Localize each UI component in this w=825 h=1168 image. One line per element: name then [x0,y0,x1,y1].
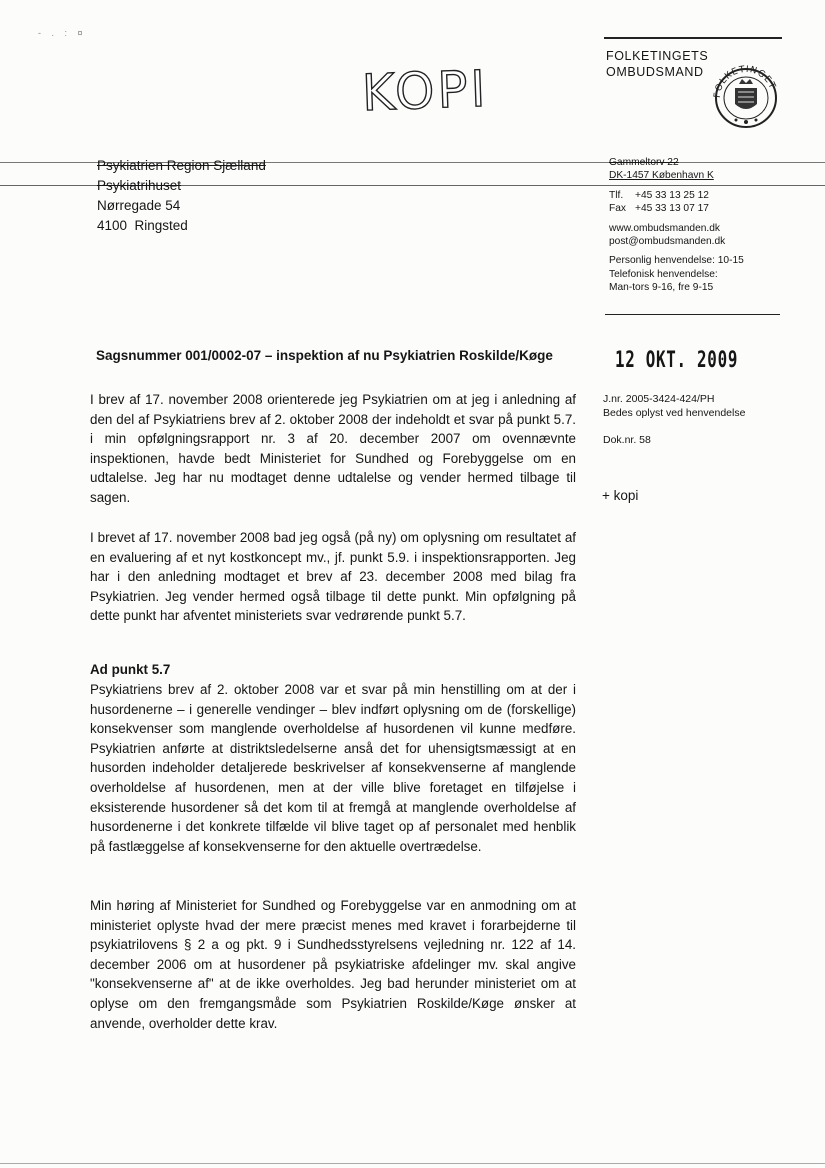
paragraph-1: I brev af 17. november 2008 orienterede jeg Psykiatrien om at jeg i anledning af den del af Psykiatriens brev af 2. oktober 2008 der indeholdt et svar på punkt 5.7. i min opfølgningsrapport nr. 3 af 20. december 2007 om ovennævnte inspektionen, havde bedt Ministeriet for Sundhed og Forebyggelse om en udtalelse. Jeg har nu modtaget denne udtalelse og vender hermed tilbage til sagen. [90,392,576,505]
seal-text: FOLKETINGET [712,64,778,99]
copy-stamp: KOPI [361,59,490,123]
recipient-line-3: Nørregade 54 [97,198,181,213]
organization-line-2: OMBUDSMAND [606,65,704,79]
paragraph-2: I brevet af 17. november 2008 bad jeg også (på ny) om oplysning om resultatet af en evaluering af et nyt kostkoncept mv., jf. punkt 5.9. i inspektionsrapporten. Jeg har i den anledning modtaget et brev af 23. december 2008 med bilag fra Psykiatrien. Jeg vender hermed også tilbage til dette punkt. Min opfølgning på dette punkt har afventet ministeriets svar vedrørende punkt 5.7. [90,530,576,624]
phone-number: +45 33 13 25 12 [635,189,709,201]
bottom-edge [0,1163,825,1164]
recipient-line-4: 4100 Ringsted [97,218,188,233]
fax-label: Fax [609,203,626,215]
paragraph-3: Psykiatriens brev af 2. oktober 2008 var et svar på min henstilling om at der i husordenerne – i generelle vendinger – blev indført oplysning om de (forskellige) konsekvenser som manglende overholdelse af husordenen vil kunne medføre. Psykiatrien anførte at distriktsledelserne anså det for uhensigtsmæssigt at en husorden indeholder detaljerede beskrivelser af konsekvenserne af manglende overholdelse af husordenen, men at der ville blive foretaget en tilføjelse i eksisterende husordener så det kom til at fremgå at manglende overholdelse af husordenerne i det konkrete tilfælde vil blive taget op af personalet med henblik på fastlæggelse af konsekvenserne for den aktuelle overtrædelse. [90,682,576,854]
journal-info [603,392,745,420]
copy-note: + kopi [602,488,639,503]
parliament-seal-icon [708,60,784,135]
header-rule-top [604,37,782,39]
contact-phone [609,189,744,202]
recipient-line-1: Psykiatrien Region Sjælland [97,158,266,173]
contact-email: post@ombudsmanden.dk [609,236,726,248]
phone-label: Tlf. [609,189,624,201]
paragraph-4: Min høring af Ministeriet for Sundhed og Forebyggelse var en anmodning om at ministeriet oplyste hvad der mere præcist menes med kravet i forarbejderne til psykiatrilovens § 2 a og pkt. 9 i Sundhedsstyrelsens vejledning nr. 122 af 14. december 2006 om at husordener på psykiatriske afdelinger mv. skal angive "konsekvenserne af" at de ikke overholdes. Jeg bad herunder ministeriet om at oplyse om den fremgangsmåde som Psykiatrien Roskilde/Køge ønsker at anvende, overholder dette krav. [90,898,576,1031]
contact-fax [609,202,744,215]
corner-marks: - . : ¤ [38,28,87,38]
section-heading: Ad punkt 5.7 [90,662,171,677]
contact-phone-hours-label: Telefonisk henvendelse: [609,268,718,280]
date-stamp: 12 OKT. 2009 [615,348,739,373]
fax-number: +45 33 13 07 17 [635,203,709,215]
contact-street: Gammeltorv 22 [609,157,679,168]
contact-rule [605,314,780,315]
organization-name [606,48,708,80]
journal-number: J.nr. 2005-3424-424/PH [603,393,715,405]
contact-personal-hours: Personlig henvendelse: 10-15 [609,255,744,267]
recipient-address [97,156,266,236]
subject-line: Sagsnummer 001/0002-07 – inspektion af nu Psykiatrien Roskilde/Køge [96,348,553,363]
contact-block [609,156,744,295]
journal-note: Bedes oplyst ved henvendelse [603,407,746,419]
contact-phone-hours: Man-tors 9-16, fre 9-15 [609,282,714,294]
organization-line-1: FOLKETINGETS [606,49,709,63]
recipient-line-2: Psykiatrihuset [97,178,182,193]
contact-website: www.ombudsmanden.dk [609,222,720,234]
contact-city: DK-1457 København K [609,170,714,182]
document-number: Dok.nr. 58 [603,434,651,446]
